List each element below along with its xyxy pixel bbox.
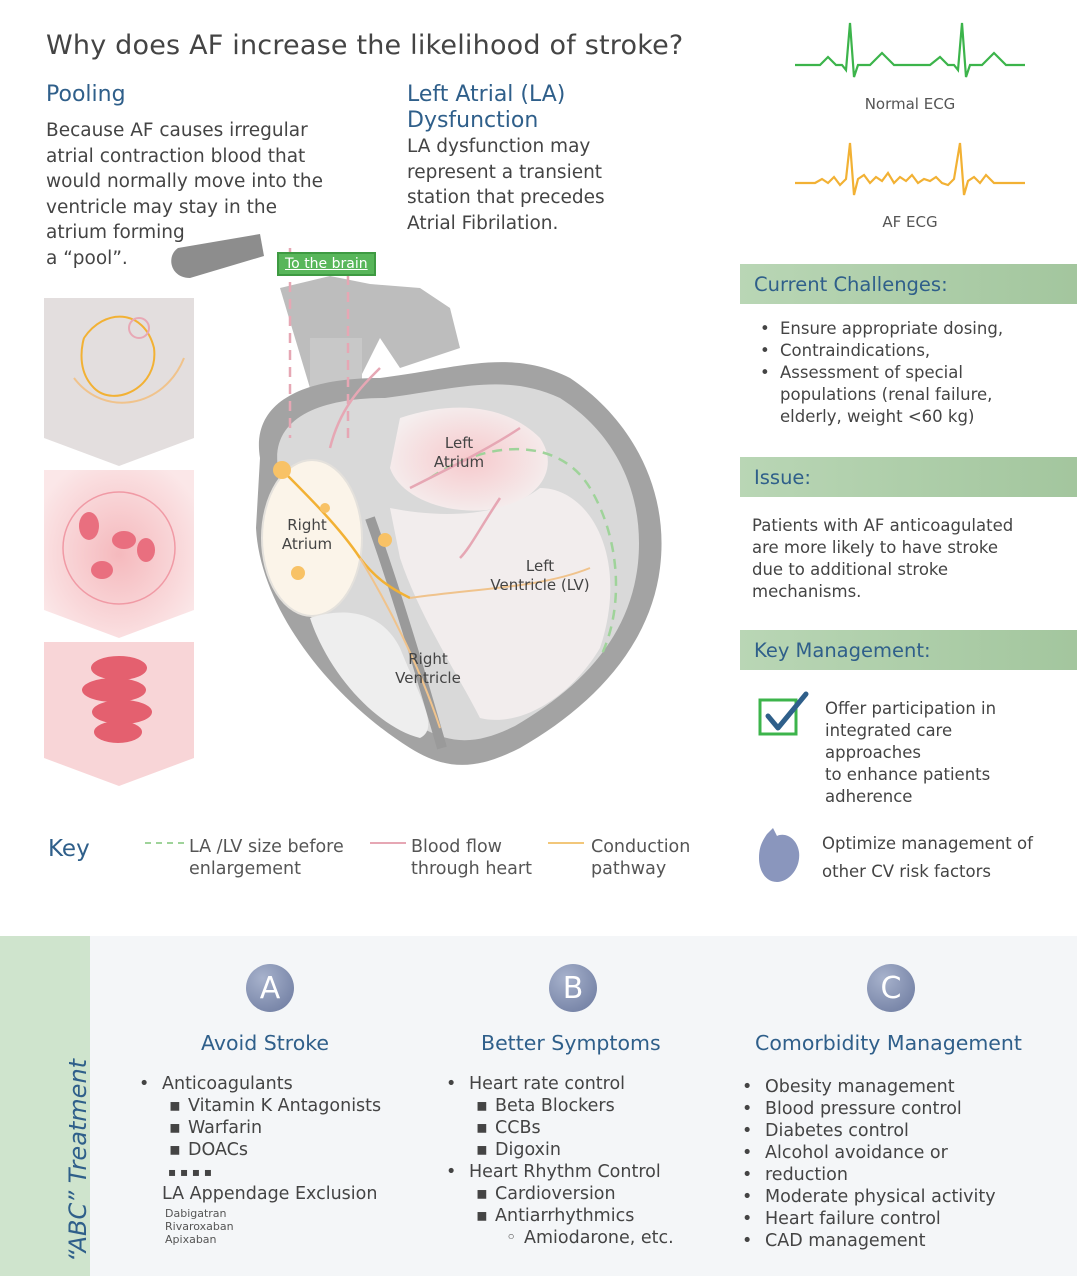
key-swatch-conduction bbox=[548, 838, 584, 848]
issue-text: Patients with AF anticoagulated are more likely to have stroke due to additional stroke mechanisms. bbox=[752, 516, 1014, 601]
list-item: • Heart rate control bbox=[442, 1073, 742, 1095]
pooling-heading: Pooling bbox=[46, 82, 126, 107]
checkbox-check-icon bbox=[756, 690, 812, 740]
list-item: ▪ Cardioversion bbox=[442, 1183, 742, 1205]
la-dysfunction-text: LA dysfunction may represent a transient station that precedes Atrial Fibrilation. bbox=[407, 136, 605, 234]
list-item: • Moderate physical activity bbox=[738, 1186, 1058, 1208]
key-swatch-blood-flow bbox=[370, 838, 406, 848]
better-symptoms-title: Better Symptoms bbox=[481, 1031, 661, 1055]
pooling-text: Because AF causes irregular atrial contraction blood that would normally move into the ventricle may stay in the atrium forming a “pool”. bbox=[46, 120, 323, 269]
list-item: • CAD management bbox=[738, 1230, 1058, 1252]
list-item: ◦ Amiodarone, etc. bbox=[442, 1227, 742, 1249]
list-item: • Obesity management bbox=[738, 1076, 1058, 1098]
current-challenges-list bbox=[752, 318, 1072, 428]
key-item-blood-flow: Blood flow through heart bbox=[411, 837, 532, 879]
list-item: ▪ Warfarin bbox=[135, 1117, 435, 1139]
list-item: • Alcohol avoidance or bbox=[738, 1142, 1058, 1164]
af-ecg-label: AF ECG bbox=[882, 213, 938, 231]
key-management-cv-text: Optimize management of other CV risk factors bbox=[822, 834, 1033, 881]
drug-names: Dabigatran Rivaroxaban Apixaban bbox=[165, 1207, 234, 1246]
list-item: • Diabetes control bbox=[738, 1120, 1058, 1142]
heart-diagram bbox=[160, 228, 720, 788]
abc-treatment-label: “ABC” Treatment bbox=[64, 1058, 92, 1262]
heart-icon bbox=[755, 826, 805, 884]
right-atrium-label: Right Atrium bbox=[281, 516, 333, 553]
list-item: • Blood pressure control bbox=[738, 1098, 1058, 1120]
list-item: ▪ DOACs bbox=[135, 1139, 435, 1161]
letter-b-badge: B bbox=[549, 964, 597, 1012]
left-atrium-label: Left Atrium bbox=[433, 434, 485, 471]
list-item: • Heart failure control bbox=[738, 1208, 1058, 1230]
list-item: ▪ Beta Blockers bbox=[442, 1095, 742, 1117]
page-title: Why does AF increase the likelihood of stroke? bbox=[46, 30, 684, 61]
to-the-brain-tag: To the brain bbox=[277, 252, 376, 276]
avoid-stroke-title: Avoid Stroke bbox=[201, 1031, 330, 1055]
list-item: • Contraindications, bbox=[752, 340, 1072, 362]
list-item: • Anticoagulants bbox=[135, 1073, 435, 1095]
better-symptoms-list bbox=[442, 1073, 742, 1249]
key-swatch-la-lv bbox=[145, 838, 185, 848]
normal-ecg-label: Normal ECG bbox=[864, 95, 956, 113]
letter-c-badge: C bbox=[867, 964, 915, 1012]
list-item: • Ensure appropriate dosing, bbox=[752, 318, 1072, 340]
af-ecg-trace bbox=[790, 135, 1030, 205]
comorbidity-management-list bbox=[738, 1076, 1058, 1252]
key-label: Key bbox=[48, 836, 90, 862]
list-item: ▪ CCBs bbox=[442, 1117, 742, 1139]
list-item: LA Appendage Exclusion bbox=[162, 1184, 378, 1204]
list-item: ▪ Antiarrhythmics bbox=[442, 1205, 742, 1227]
list-item: • Assessment of special populations (renal failure, elderly, weight <60 kg) bbox=[752, 362, 1072, 428]
issue-heading: Issue: bbox=[740, 457, 1077, 497]
right-ventricle-label: Right Ventricle bbox=[395, 650, 461, 687]
key-item-conduction: Conduction pathway bbox=[591, 837, 691, 879]
left-ventricle-label: Left Ventricle (LV) bbox=[490, 557, 590, 594]
key-management-participation-text: Offer participation in integrated care approaches to enhance patients adherence bbox=[825, 699, 997, 806]
list-item: ▪ Vitamin K Antagonists bbox=[135, 1095, 435, 1117]
la-dysfunction-heading: Left Atrial (LA) Dysfunction bbox=[407, 82, 566, 133]
avoid-stroke-list bbox=[135, 1073, 435, 1246]
normal-ecg-trace bbox=[790, 15, 1030, 85]
list-item: ▪ Digoxin bbox=[442, 1139, 742, 1161]
comorbidity-management-title: Comorbidity Management bbox=[755, 1031, 1022, 1055]
list-item: ▪ ▪ ▪ ▪ bbox=[168, 1165, 212, 1179]
key-management-heading: Key Management: bbox=[740, 630, 1077, 670]
list-item: • Heart Rhythm Control bbox=[442, 1161, 742, 1183]
key-item-la-lv: LA /LV size before enlargement bbox=[189, 837, 344, 879]
list-item: • reduction bbox=[738, 1164, 1058, 1186]
current-challenges-heading: Current Challenges: bbox=[740, 264, 1077, 304]
letter-a-badge: A bbox=[246, 964, 294, 1012]
